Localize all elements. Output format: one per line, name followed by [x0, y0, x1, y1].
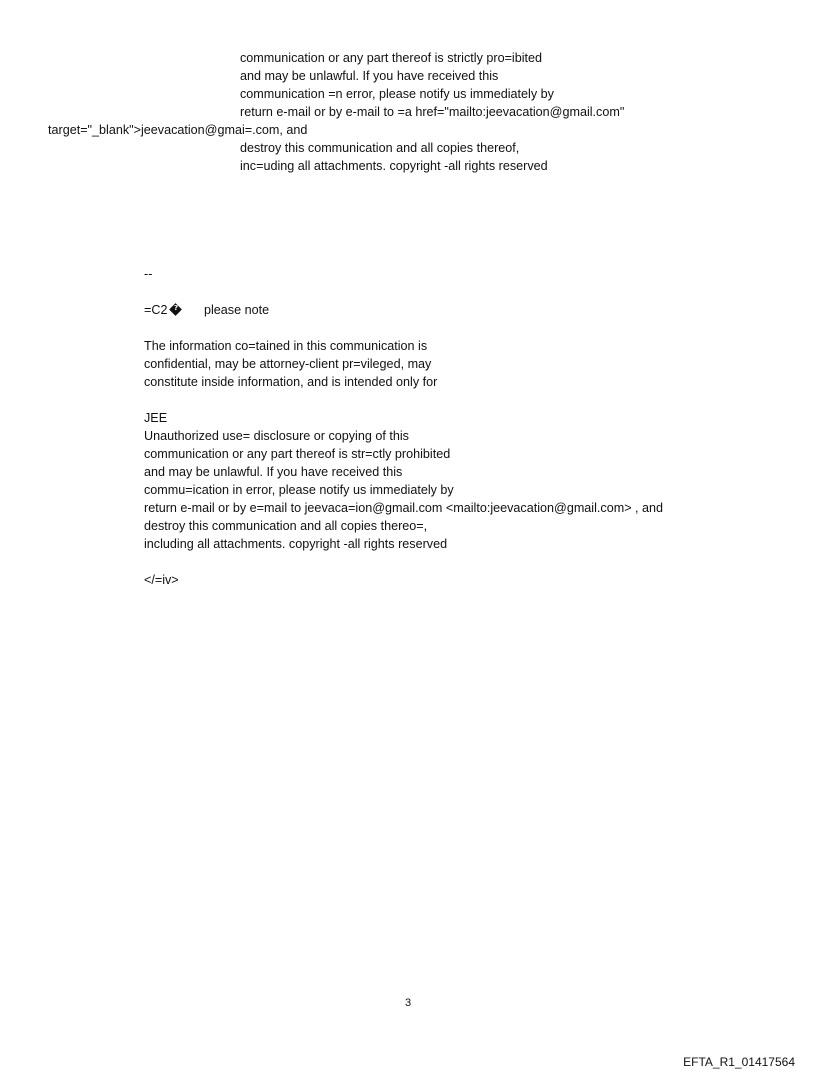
body-line: destroy this communication and all copies thereo=, — [144, 519, 428, 533]
body-line: constitute inside information, and is intended only for — [144, 375, 438, 389]
body-line: target="_blank">jeevacation@gmai=.com, and — [48, 123, 308, 137]
body-line: communication or any part thereof is strictly pro=ibited — [240, 51, 543, 65]
note-prefix — [144, 302, 181, 318]
body-line: commu=ication in error, please notify us immediately by — [144, 483, 454, 497]
body-line: and may be unlawful. If you have received this — [240, 69, 499, 83]
body-line: communication =n error, please notify us immediately by — [240, 87, 554, 101]
body-line: communication or any part thereof is str=ctly prohibited — [144, 447, 451, 461]
body-line: The information co=tained in this communication is — [144, 339, 428, 353]
body-line: including all attachments. copyright -all rights reserved — [144, 537, 448, 551]
replacement-character-icon — [170, 303, 183, 316]
closing-tag: </=iv> — [144, 573, 179, 587]
note-prefix-text: =C2 — [144, 303, 168, 317]
body-line: and may be unlawful. If you have received this — [144, 465, 403, 479]
body-line: destroy this communication and all copies thereof, — [240, 141, 520, 155]
page-number: 3 — [404, 997, 412, 1009]
body-line: return e-mail or by e=mail to jeevaca=ion@gmail.com <mailto:jeevacation@gmail.com> , and — [144, 501, 664, 515]
body-line: inc=uding all attachments. copyright -all rights reserved — [240, 159, 548, 173]
signature-separator: -- — [144, 267, 153, 281]
note-label: please note — [204, 303, 270, 317]
document-id: EFTA_R1_01417564 — [683, 1055, 795, 1069]
body-line: return e-mail or by e-mail to =a href="mailto:jeevacation@gmail.com" — [240, 105, 625, 119]
body-line: confidential, may be attorney-client pr=vileged, may — [144, 357, 432, 371]
body-line: Unauthorized use= disclosure or copying of this — [144, 429, 409, 443]
recipient-name: JEE — [144, 411, 168, 425]
